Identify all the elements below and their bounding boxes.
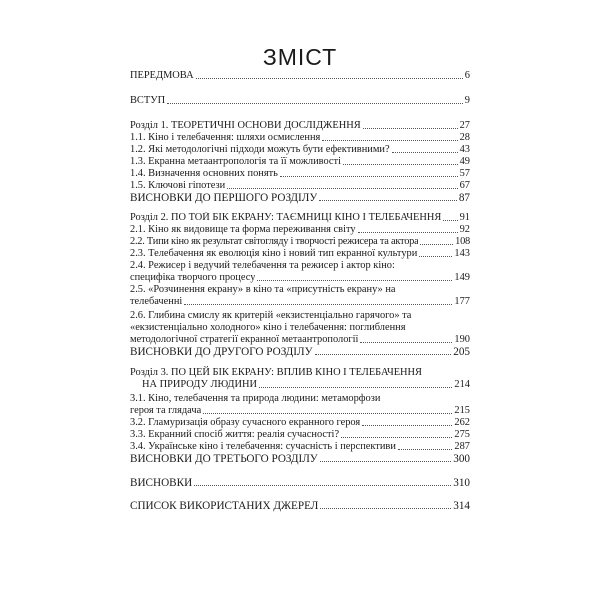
dot-leader: [358, 232, 458, 233]
entry-title: 3.2. Гламуризація образу сучасного екранного героя: [130, 417, 361, 428]
entry-title: ВИСНОВКИ ДО ДРУГОГО РОЗДІЛУ: [130, 346, 313, 358]
dot-leader: [392, 152, 458, 153]
dot-leader: [360, 342, 452, 343]
toc-entry-section-2-5: [130, 296, 470, 308]
entry-page: 214: [454, 379, 470, 390]
toc-entry-section-1-2: [130, 144, 470, 156]
entry-page: 275: [454, 429, 470, 440]
entry-title-continued: специфіка творчого процесу: [130, 272, 256, 283]
dot-leader: [257, 280, 452, 281]
toc-entry-section-2-6: [130, 334, 470, 346]
entry-title: 1.4. Визначення основних понять: [130, 168, 278, 179]
toc-entry-chapter-3: [130, 379, 470, 391]
dot-leader: [194, 485, 451, 486]
toc-entry-foreword: [130, 70, 470, 82]
dot-leader: [419, 256, 452, 257]
dot-leader: [315, 354, 452, 355]
toc-entry-section-2-3: [130, 248, 470, 260]
entry-title: 2.1. Кіно як видовище та форма переживання світу: [130, 224, 356, 235]
entry-title: 2.3. Телебачення як еволюція кіно і новий тип екранної культури: [130, 248, 418, 259]
entry-title: ВСТУП: [130, 95, 166, 106]
entry-page: 49: [459, 156, 470, 167]
entry-title-continued: НА ПРИРОДУ ЛЮДИНИ: [142, 379, 257, 390]
entry-title: ПЕРЕДМОВА: [130, 70, 194, 81]
entry-page: 177: [454, 296, 470, 307]
toc-entry-chapter-1: [130, 120, 470, 132]
entry-title: 3.4. Українське кіно і телебачення: сучасність і перспективи: [130, 441, 396, 452]
toc-entry-section-1-5: [130, 180, 470, 192]
dot-leader: [259, 387, 452, 388]
entry-title: 1.2. Які методологічні підходи можуть бути ефективними?: [130, 144, 390, 155]
dot-leader: [363, 128, 458, 129]
entry-page: 108: [455, 236, 470, 247]
dot-leader: [227, 188, 457, 189]
dot-leader: [343, 164, 458, 165]
entry-page: 6: [464, 70, 470, 81]
entry-title: ВИСНОВКИ ДО ТРЕТЬОГО РОЗДІЛУ: [130, 453, 318, 465]
toc-entry-section-2-4-line-1: 2.4. Режисер і ведучий телебачення та режисер і актор кіно:: [130, 260, 395, 271]
toc-entry-section-3-1: [130, 405, 470, 417]
toc-entry-section-2-2: [130, 236, 470, 248]
entry-title-continued: методологічної стратегії екранної метаантропології: [130, 334, 359, 345]
entry-page: 262: [454, 417, 470, 428]
toc-entry-conclusions-chapter-3: [130, 453, 470, 465]
toc-entry-section-3-4: [130, 441, 470, 453]
dot-leader: [184, 304, 452, 305]
entry-title: 1.3. Екранна метаантропологія та її можливості: [130, 156, 341, 167]
entry-title: 1.1. Кіно і телебачення: шляхи осмислення: [130, 132, 321, 143]
toc-entry-references: [130, 500, 470, 512]
dot-leader: [322, 140, 457, 141]
toc-entry-section-2-1: [130, 224, 470, 236]
toc-entry-introduction: [130, 95, 470, 107]
entry-page: 190: [454, 334, 470, 345]
toc-entry-chapter-3-line-1: Розділ 3. ПО ЦЕЙ БІК ЕКРАНУ: ВПЛИВ КІНО І ТЕЛЕБАЧЕННЯ: [130, 367, 422, 378]
entry-title: 1.5. Ключові гіпотези: [130, 180, 226, 191]
toc-entry-section-3-1-line-1: 3.1. Кіно, телебачення та природа людини: метаморфози: [130, 393, 381, 404]
dot-leader: [320, 508, 451, 509]
entry-title: 2.2. Типи кіно як результат світогляду і творчості режисера та актора: [130, 236, 419, 247]
entry-title-continued: телебаченні: [130, 296, 183, 307]
entry-title: ВИСНОВКИ ДО ПЕРШОГО РОЗДІЛУ: [130, 192, 318, 204]
toc-entry-conclusions-chapter-2: [130, 346, 470, 358]
dot-leader: [196, 78, 463, 79]
entry-page: 57: [459, 168, 470, 179]
entry-page: 143: [454, 248, 470, 259]
dot-leader: [203, 413, 452, 414]
entry-page: 43: [459, 144, 470, 155]
entry-page: 287: [454, 441, 470, 452]
entry-page: 91: [459, 212, 470, 223]
toc-entry-section-1-4: [130, 168, 470, 180]
entry-page: 28: [459, 132, 470, 143]
dot-leader: [319, 200, 457, 201]
page-title: ЗМІСТ: [262, 44, 338, 70]
toc-entry-section-2-4: [130, 272, 470, 284]
toc-entry-section-3-2: [130, 417, 470, 429]
entry-page: 205: [453, 346, 470, 358]
entry-page: 149: [454, 272, 470, 283]
entry-title: СПИСОК ВИКОРИСТАНИХ ДЖЕРЕЛ: [130, 500, 319, 512]
dot-leader: [362, 425, 452, 426]
toc-entry-section-2-5-line-1: 2.5. «Розчинення екрану» в кіно та «присутність екрану» на: [130, 284, 396, 295]
toc-entry-section-3-3: [130, 429, 470, 441]
toc-entry-chapter-2: [130, 212, 470, 224]
entry-page: 87: [458, 192, 470, 204]
entry-title: Розділ 1. ТЕОРЕТИЧНІ ОСНОВИ ДОСЛІДЖЕННЯ: [130, 120, 361, 131]
entry-page: 27: [459, 120, 470, 131]
dot-leader: [341, 437, 452, 438]
entry-title: Розділ 2. ПО ТОЙ БІК ЕКРАНУ: ТАЄМНИЦІ КІНО І ТЕЛЕБАЧЕННЯ: [130, 212, 442, 223]
dot-leader: [167, 103, 463, 104]
entry-page: 215: [454, 405, 470, 416]
dot-leader: [320, 461, 452, 462]
toc-entry-conclusions-chapter-1: [130, 192, 470, 204]
toc-entry-section-2-6-line-2: «екзистенціально холодного» кіно і телебачення: поглиблення: [130, 322, 406, 333]
entry-title: 3.3. Екранний спосіб життя: реалія сучасності?: [130, 429, 340, 440]
entry-title-continued: героя та глядача: [130, 405, 202, 416]
entry-page: 314: [453, 500, 470, 512]
entry-page: 300: [453, 453, 470, 465]
toc-entry-conclusions: [130, 477, 470, 489]
entry-page: 9: [464, 95, 470, 106]
entry-page: 92: [459, 224, 470, 235]
dot-leader: [280, 176, 458, 177]
entry-page: 310: [453, 477, 470, 489]
dot-leader: [398, 449, 453, 450]
toc-entry-section-1-3: [130, 156, 470, 168]
dot-leader: [443, 220, 457, 221]
entry-title: ВИСНОВКИ: [130, 477, 193, 489]
dot-leader: [420, 244, 453, 245]
toc-entry-section-1-1: [130, 132, 470, 144]
toc-entry-section-2-6-line-1: 2.6. Глибина смислу як критерій «екзистенціально гарячого» та: [130, 310, 412, 321]
entry-page: 67: [459, 180, 470, 191]
